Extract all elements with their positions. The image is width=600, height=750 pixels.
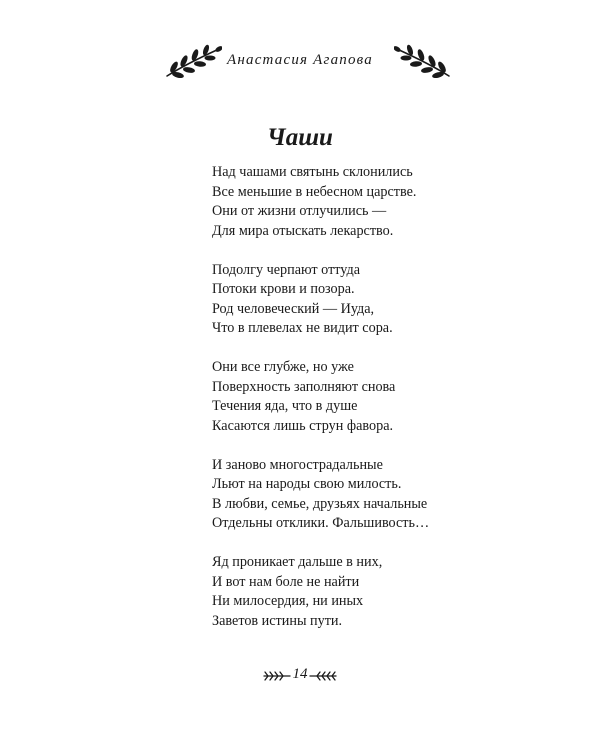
poem-line: Отдельны отклики. Фальшивость… [212,515,430,531]
stanza [212,358,512,436]
poem-line: Потоки крови и позора. [212,281,355,297]
poem-line: Поверхность заполняют снова [212,378,396,395]
laurel-branch-icon [394,42,452,80]
sprig-icon [308,670,338,682]
stanza [212,456,512,534]
poem-line: Они все глубже, но уже [212,359,354,375]
poem-title: Чаши [267,124,333,151]
poem-line: Ни милосердия, ни иных [212,593,364,609]
poem-line: Касаются лишь струн фавора. [212,417,394,434]
poem-body [212,163,512,651]
poem-line: И заново многострадальные [212,456,383,473]
poem-line: Над чашами святынь склонились [212,164,413,180]
page-header [0,40,600,84]
poem-line: Все меньшие в небесном царстве. [212,183,417,200]
page-number: 14 [292,666,308,682]
poem-line: Они от жизни отлучились — [212,203,387,219]
poem-line: Подолгу черпают оттуда [212,261,361,278]
stanza [212,163,512,241]
author-name: Анастасия Агапова [227,52,373,68]
page-footer [0,666,600,688]
stanza [212,553,512,631]
poem-line: Течения яда, что в душе [212,398,358,414]
poem-line: В любви, семье, друзьях начальные [212,495,428,512]
stanza [212,261,512,339]
poem-line: Род человеческий — Иуда, [212,300,375,317]
poem-line: Для мира отыскать лекарство. [212,222,394,239]
poem-line: Что в плевелах не видит сора. [212,320,393,336]
poem-line: Заветов истины пути. [212,612,343,629]
poem-line: И вот нам боле не найти [212,573,360,590]
poem-line: Льют на народы свою милость. [212,476,402,492]
poem-line: Яд проникает дальше в них, [212,554,383,570]
